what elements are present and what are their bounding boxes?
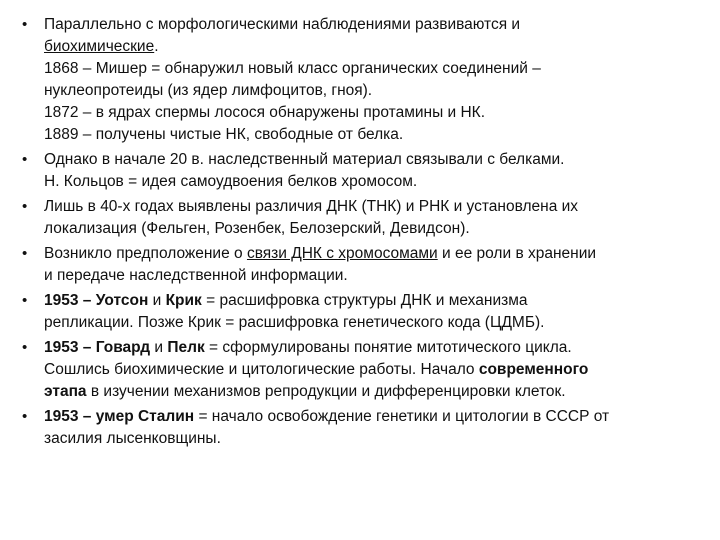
text-segment: Возникло предположение о (44, 245, 247, 262)
text-segment: 1868 – Мишер = обнаружил новый класс органических соединений – (44, 60, 541, 77)
text-segment: Однако в начале 20 в. наследственный материал связывали с белками. (44, 151, 565, 168)
text-segment: = сформулированы понятие митотического цикла. (204, 339, 572, 356)
text-line (44, 406, 706, 428)
bullet-item (18, 196, 706, 240)
text-line (44, 290, 706, 312)
bullet-marker: • (22, 16, 28, 33)
text-segment: Лишь в 40-х годах выявлены различия ДНК (ТНК) и РНК и установлена их (44, 198, 579, 215)
text-line (44, 265, 706, 287)
text-line (44, 102, 706, 124)
text-segment: и (150, 339, 168, 356)
text-segment: 1872 – в ядрах спермы лосося обнаружены протамины и НК. (44, 104, 486, 121)
text-line (44, 124, 706, 146)
bullet-item (18, 290, 706, 334)
text-line (44, 58, 706, 80)
text-line (44, 337, 706, 359)
text-segment: . (154, 38, 159, 55)
bold-text: 1953 – Говард (44, 339, 151, 356)
text-segment: репликации. Позже Крик = расшифровка генетического кода (ЦДМБ). (44, 314, 545, 331)
bullet-marker: • (22, 408, 28, 425)
text-line (44, 171, 706, 193)
text-segment: и (148, 292, 166, 309)
text-segment: в изучении механизмов репродукции и дифференцировки клеток. (86, 383, 566, 400)
bold-text: современного (478, 361, 589, 378)
bullet-marker: • (22, 198, 28, 215)
text-line (44, 149, 706, 171)
text-segment: Н. Кольцов = идея самоудвоения белков хромосом. (44, 173, 418, 190)
text-segment: = начало освобождение генетики и цитологии в СССР от (194, 408, 610, 425)
bullet-item (18, 14, 706, 146)
text-segment: и передаче наследственной информации. (44, 267, 348, 284)
text-line (44, 14, 706, 36)
text-segment: локализация (Фельген, Розенбек, Белозерский, Девидсон). (44, 220, 470, 237)
text-segment: 1889 – получены чистые НК, свободные от белка. (44, 126, 404, 143)
text-line (44, 243, 706, 265)
text-segment: нуклеопротеиды (из ядер лимфоцитов, гноя). (44, 82, 373, 99)
bold-text: 1953 – Уотсон (44, 292, 149, 309)
bullet-marker: • (22, 292, 28, 309)
bold-text: Пелк (167, 339, 205, 356)
bullet-list (18, 14, 706, 450)
text-segment: засилия лысенковщины. (44, 430, 221, 447)
text-segment: Параллельно с морфологическими наблюдениями развиваются и (44, 16, 521, 33)
text-segment: = расшифровка структуры ДНК и механизма (201, 292, 528, 309)
text-line (44, 381, 706, 403)
text-line (44, 80, 706, 102)
bold-text: этапа (44, 383, 87, 400)
bullet-item (18, 149, 706, 193)
text-line (44, 428, 706, 450)
text-segment: и ее роли в хранении (437, 245, 597, 262)
text-segment: Сошлись биохимические и цитологические работы. Начало (44, 361, 479, 378)
bullet-marker: • (22, 151, 28, 168)
bullet-item (18, 406, 706, 450)
bullet-item (18, 337, 706, 403)
underlined-text: связи ДНК с хромосомами (246, 245, 438, 262)
bullet-marker: • (22, 339, 28, 356)
bold-text: Крик (165, 292, 202, 309)
bullet-item (18, 243, 706, 287)
bullet-marker: • (22, 245, 28, 262)
underlined-text: биохимические (44, 38, 155, 55)
text-line (44, 218, 706, 240)
text-line (44, 36, 706, 58)
text-line (44, 312, 706, 334)
text-line (44, 359, 706, 381)
bold-text: 1953 – умер Сталин (44, 408, 195, 425)
text-line (44, 196, 706, 218)
